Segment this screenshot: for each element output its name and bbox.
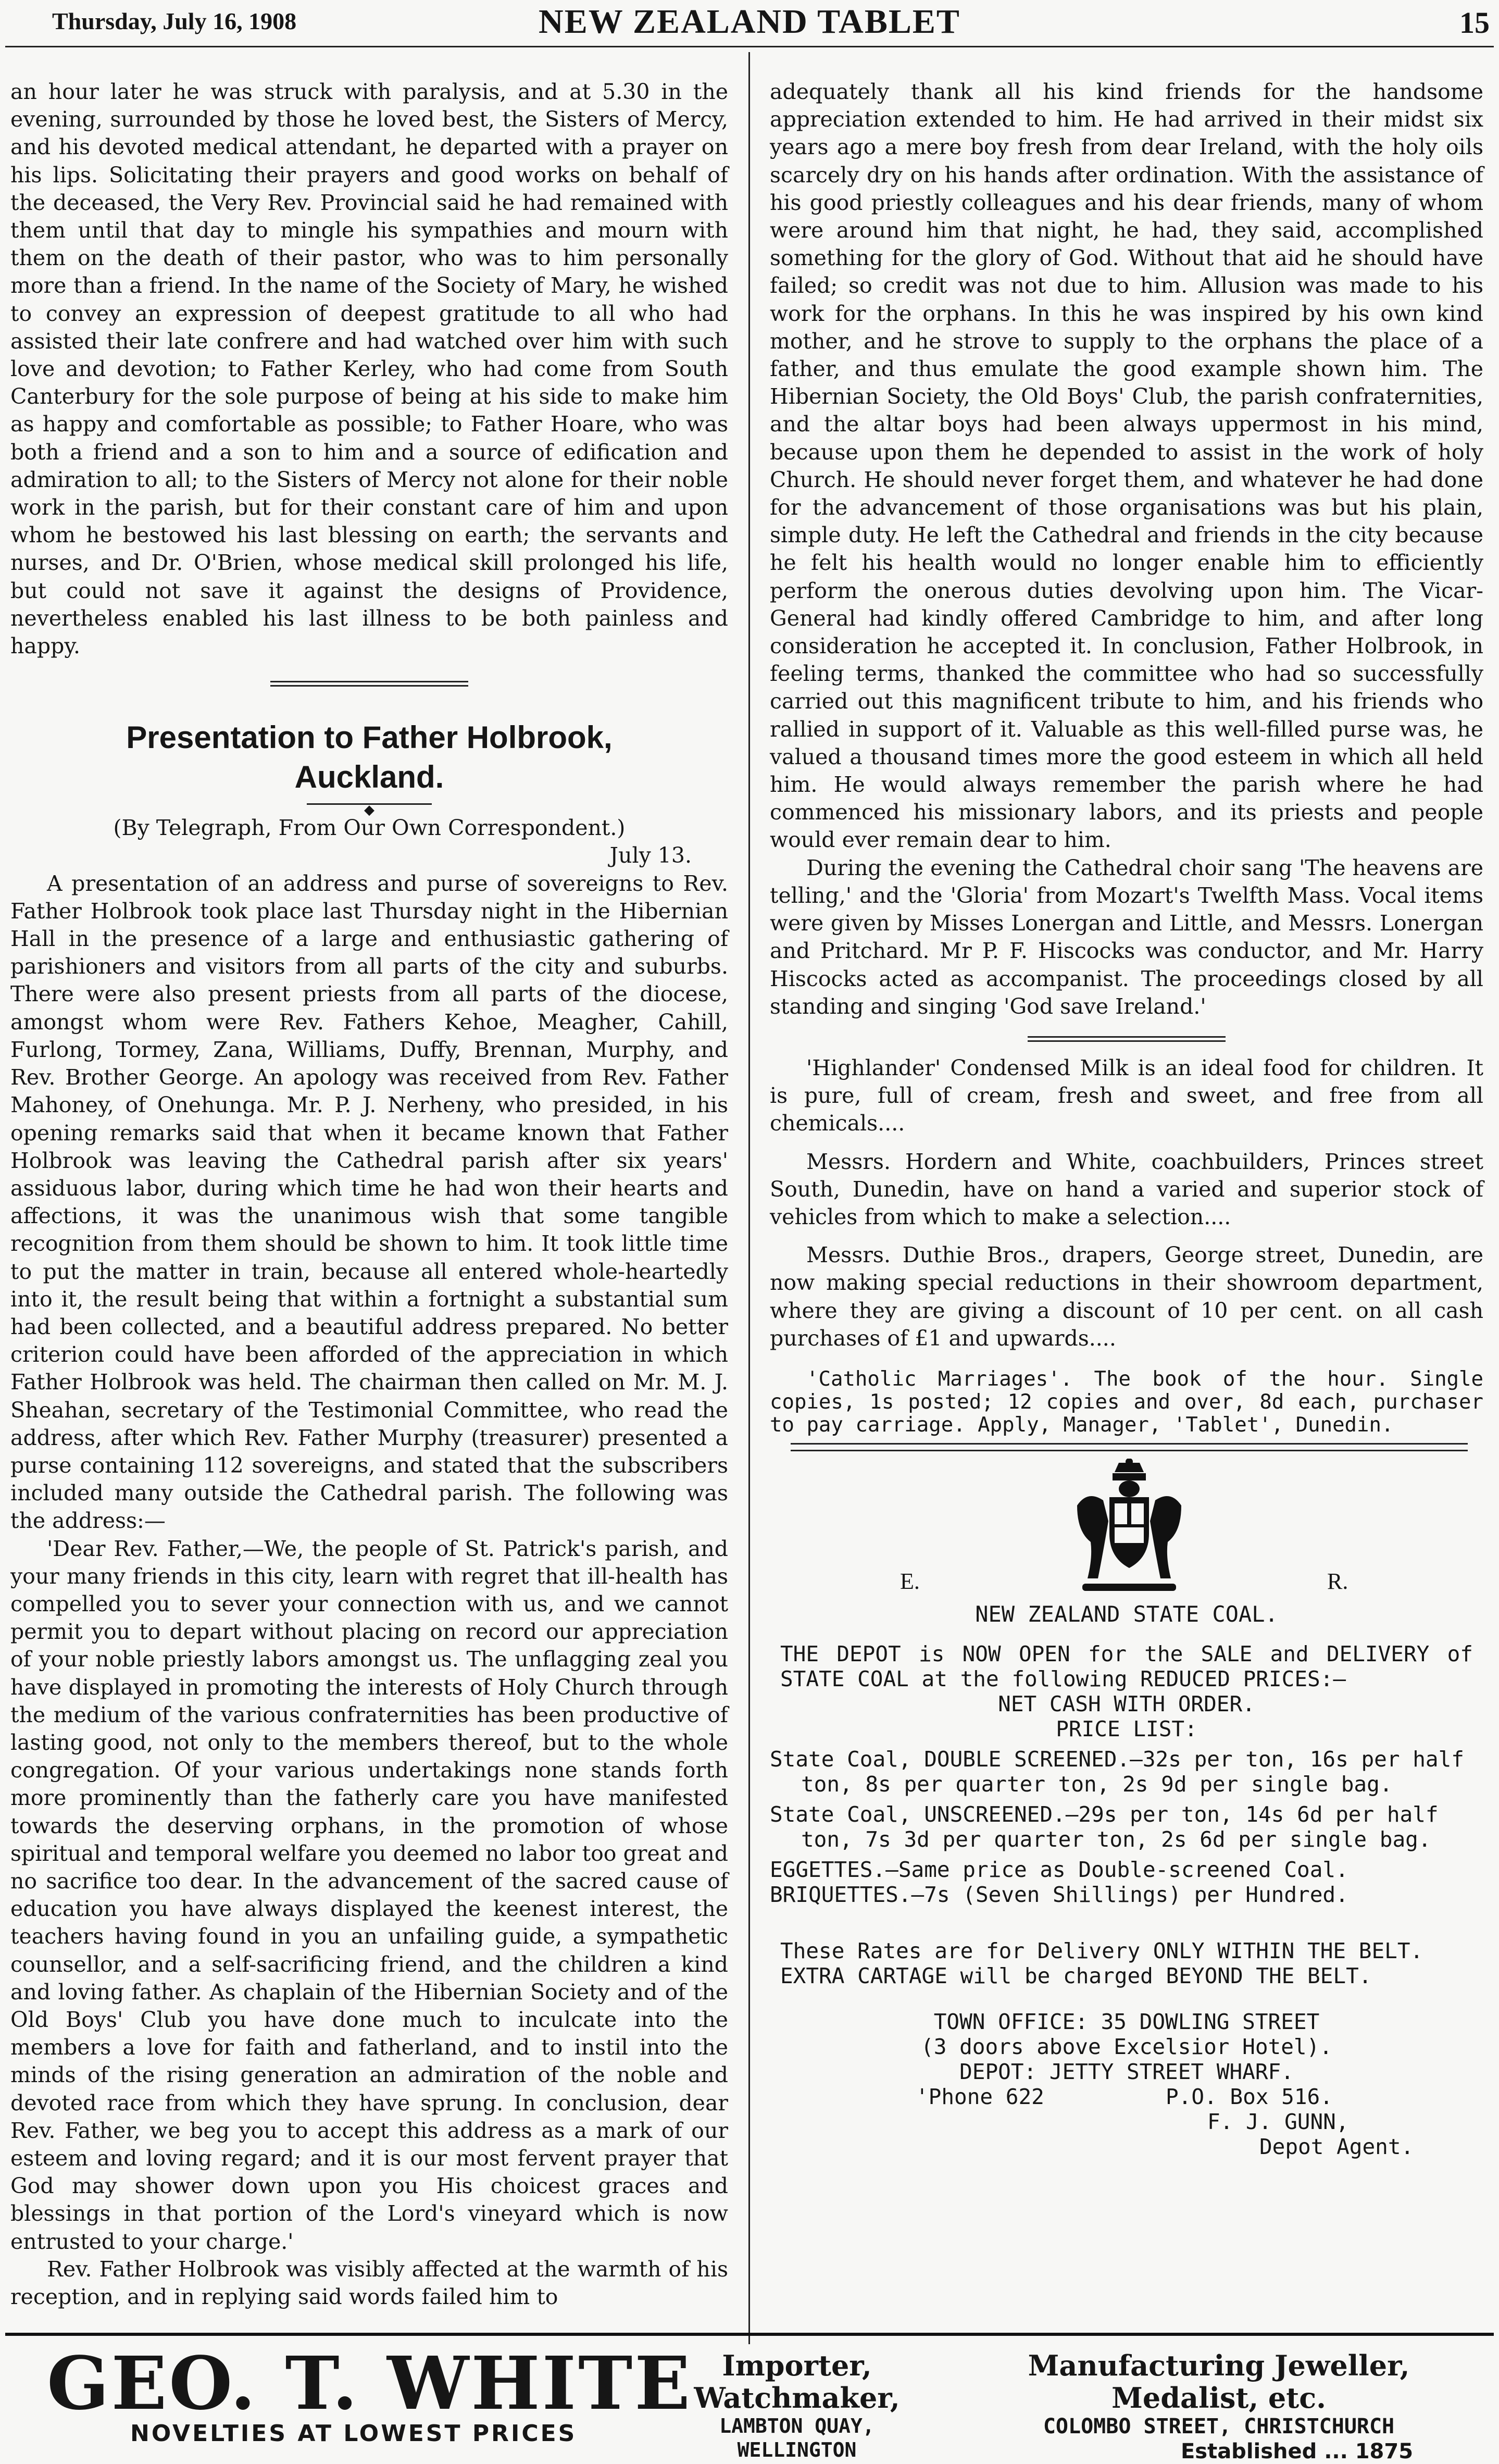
delivery-note: These Rates are for Delivery ONLY WITHIN THE BELT. EXTRA CARTAGE will be charged BEYOND THE BELT. bbox=[780, 1938, 1423, 1988]
footer-wellington: WELLINGTON bbox=[737, 2438, 857, 2461]
advert-terms: NET CASH WITH ORDER. bbox=[998, 1691, 1255, 1716]
price-item-briquettes: BRIQUETTES.—7s (Seven Shillings) per Hundred. bbox=[770, 1882, 1348, 1907]
article-title bbox=[10, 718, 728, 797]
footer-lambton: LAMBTON QUAY, bbox=[719, 2415, 875, 2437]
article-paragraph: adequately thank all his kind friends for the handsome appreciation extended to him. He had arrived in their midst six years ago a mere boy fresh from dear Ireland, with the holy oils scarcely dry on his hands after ordination. With the assistance of his good priestly colleagues and his dear friends, many of whom were around him that night, he had, they said, accomplished something for the glory of God. Without that aid he should have failed; so credit was not due to him. Allusion was made to his work for the orphans. In this he was inspired by his own kind mother, and he strove to supply to the orphans the place of a father, and thus emulate the good example shown him. The Hibernian Society, the Old Boys' Club, the parish confraternities, and the altar boys had been always uppermost in his mind, because upon them he depended to assist in the work of holy Church. He should never forget them, and whatever he had done for the advancement of those organisations was but his plain, simple duty. He left the Cathedral and friends in the city because he felt his health would no longer enable him to efficiently perform the onerous duties devolving upon him. The Vicar-General had kindly offered Cambridge to him, and after long consideration he accepted it. In conclusion, Father Holbrook, in feeling terms, thanked the committee who had so successfully carried out this magnificent tribute to him, and his friends who rallied in support of it. Valuable as this well-filled purse was, he valued a thousand times more the good esteem in which all held him. He would always remember the parish where he had commenced his missionary labors, and its priests and people would ever remain dear to him. bbox=[770, 79, 1483, 853]
cypher-e: E. bbox=[900, 1569, 920, 1594]
right-column bbox=[770, 78, 1483, 1437]
footer-importer: Importer, Watchmaker, bbox=[694, 2349, 900, 2415]
agent-name: F. J. GUNN, bbox=[1207, 2109, 1349, 2134]
brand-tagline: NOVELTIES AT LOWEST PRICES bbox=[130, 2420, 577, 2447]
contact-line bbox=[770, 2084, 1483, 2109]
advert-border bbox=[791, 1443, 1468, 1451]
diamond-icon: ◆ bbox=[364, 802, 374, 818]
price-item-eggettes: EGGETTES.—Same price as Double-screened Coal. bbox=[770, 1857, 1348, 1882]
notice-duthie-bros: Messrs. Duthie Bros., drapers, George street, Dunedin, are now making special reductions in their showroom department, where they are giving a discount of 10 per cent. on all cash purchases of £1 and upwards.... bbox=[770, 1242, 1483, 1351]
article-byline: (By Telegraph, From Our Own Correspondent.) bbox=[113, 815, 626, 841]
title-ornament bbox=[307, 802, 432, 818]
article-title-line2: Auckland. bbox=[294, 760, 444, 795]
cypher-r: R. bbox=[1327, 1569, 1348, 1594]
footer-established: Established ... 1875 bbox=[1180, 2440, 1414, 2463]
price-list-heading: PRICE LIST: bbox=[1056, 1716, 1197, 1741]
footer-middle bbox=[651, 2349, 943, 2462]
advert-body bbox=[770, 1602, 1483, 2159]
column-divider bbox=[748, 52, 750, 2344]
advert-title: NEW ZEALAND STATE COAL. bbox=[975, 1601, 1278, 1627]
article-paragraph: A presentation of an address and purse of sovereigns to Rev. Father Holbrook took place last Thursday night in the Hibernian Hall in the presence of a large and enthusiastic gathering of parishioners and visitors from all parts of the city and suburbs. There were also present priests from all parts of the diocese, amongst whom were Rev. Fathers Kehoe, Meagher, Cahill, Furlong, Tormey, Zana, Williams, Duffy, Brennan, Murphy, and Rev. Brother George. An apology was received from Rev. Father Mahoney, of Onehunga. Mr. P. J. Nerheny, who presided, in his opening remarks said that when it became known that Father Holbrook was leaving the Cathedral parish after six years' assiduous labor, during which time he had won their hearts and affections, it was the unanimous wish that some tangible recognition from them should be shown to him. It took little time to put the matter in train, because all entered whole-heartedly into it, the result being that within a fortnight a substantial sum had been collected, and a beautiful address prepared. No better criterion could have been afforded of the appreciation in which Father Holbrook was held. The chairman then called on Mr. M. J. Sheahan, secretary of the Testimonial Committee, who read the address, after which Rev. Father Murphy (treasurer) presented a purse containing 112 sovereigns, and stated that the subscribers included many outside the Cathedral parish. The following was the address:— bbox=[10, 870, 728, 1534]
address-text: 'Dear Rev. Father,—We, the people of St. Patrick's parish, and your many friends in this city, learn with regret that ill-health has compelled you to sever your connection with us, and we cannot permit you to depart without placing on record our appreciation of your noble priestly labors amongst us. The unflagging zeal you have displayed in promoting the interests of Holy Church through the medium of the various confraternities has been productive of lasting good, not only to the members thereof, but to the whole congregation. Of your various undertakings none stands forth more prominently than the fatherly care you have manifested towards the deserving orphans, in the promotion of whose spiritual and temporal welfare you deemed no labor too great and no sacrifice too dear. In the advancement of the sacred cause of education you have always displayed the keenest interest, the teachers having found in you an unfailing guide, a sympathetic counsellor, and a self-sacrificing friend, and the children a kind and loving father. As chaplain of the Hibernian Society and of the Old Boys' Club you have done much to inculcate into the members a love for faith and fatherland, and to instil into the minds of the rising generation an admiration of the noble and devoted race from which they have sprung. In conclusion, dear Rev. Father, we beg you to accept this address as a mark of our esteem and loving regard; and it is our most fervent prayer that God may shower down upon you His choicest graces and blessings in that portion of the Lord's vineyard which is now entrusted to your charge.' bbox=[10, 1536, 728, 2254]
po-box: P.O. Box 516. bbox=[1166, 2084, 1333, 2109]
article-paragraph: During the evening the Cathedral choir sang 'The heavens are telling,' and the 'Gloria' from Mozart's Twelfth Mass. Vocal items were given by Misses Lonergan and Little, and Messrs. Lonergan and Pritchard. Mr P. F. Hiscocks was conductor, and Mr. Harry Hiscocks acted as accompanist. The proceedings closed by all standing and singing 'God save Ireland.' bbox=[770, 855, 1483, 1019]
header-rule bbox=[5, 46, 1494, 47]
royal-coat-of-arms-icon bbox=[1061, 1459, 1197, 1599]
article-title-line1: Presentation to Father Holbrook, bbox=[126, 720, 613, 755]
article-dateline: July 13. bbox=[609, 843, 692, 868]
page-number: 15 bbox=[1459, 6, 1490, 40]
obituary-continuation: an hour later he was struck with paralysis, and at 5.30 in the evening, surrounded by those he loved best, the Sisters of Mercy, and his devoted medical attendant, he departed with a prayer on his lips. Solicitating their prayers and good works on behalf of the deceased, the Very Rev. Provincial said he had remained with them until that day to mingle his sympathies and mourn with them on the death of their pastor, who was to him personally more than a friend. In the name of the Society of Mary, he wished to convey an expression of deepest gratitude to all who had assisted their late confrere and had watched over him with such love and devotion; to Father Kerley, who had come from South Canterbury for the sole purpose of being at his side to make him as happy and comfortable as possible; to Father Hoare, who was both a friend and a son to him and a source of edification and admiration to all; to the Sisters of Mercy not alone for their noble work in the parish, but for their constant care of him and upon whom he bestowed his last blessing on earth; the servants and nurses, and Dr. O'Brien, whose medical skill prolonged his life, but could not save it against the designs of Providence, nevertheless enabled his last illness to be both painless and happy. bbox=[10, 79, 728, 659]
left-column bbox=[10, 78, 728, 2311]
section-divider bbox=[270, 681, 468, 687]
town-office: TOWN OFFICE: 35 DOWLING STREET bbox=[933, 2009, 1320, 2034]
footer-jeweller: Manufacturing Jeweller, Medalist, etc. bbox=[1028, 2349, 1410, 2415]
footer-colombo: COLOMBO STREET, CHRISTCHURCH bbox=[1043, 2415, 1395, 2438]
advert-intro: THE DEPOT is NOW OPEN for the SALE and DELIVERY of STATE COAL at the following REDUCED PRICES:— bbox=[780, 1641, 1473, 1691]
section-divider bbox=[1028, 1036, 1226, 1042]
price-item-unscreened: State Coal, UNSCREENED.—29s per ton, 14s 6d per half ton, 7s 3d per quarter ton, 2s 6d per single bag. bbox=[770, 1802, 1439, 1852]
agent-title: Depot Agent. bbox=[1259, 2134, 1414, 2159]
phone-number: 'Phone 622 bbox=[916, 2084, 1044, 2109]
footer-right bbox=[953, 2349, 1484, 2464]
town-office-note: (3 doors above Excelsior Hotel). bbox=[921, 2034, 1332, 2059]
masthead-title: NEW ZEALAND TABLET bbox=[539, 3, 960, 41]
depot-address: DEPOT: JETTY STREET WHARF. bbox=[959, 2059, 1294, 2084]
notice-hordern-white: Messrs. Hordern and White, coachbuilders, Princes street South, Dunedin, have on hand a varied and superior stock of vehicles from which to make a selection.... bbox=[770, 1149, 1483, 1229]
price-item-double-screened: State Coal, DOUBLE SCREENED.—32s per ton, 16s per half ton, 8s per quarter ton, 2s 9d per single bag. bbox=[770, 1747, 1464, 1797]
footer-rule bbox=[5, 2333, 1494, 2336]
issue-date: Thursday, July 16, 1908 bbox=[52, 8, 297, 34]
notice-catholic-marriages: 'Catholic Marriages'. The book of the hour. Single copies, 1s posted; 12 copies and over, 8d each, purchaser to pay carriage. Apply, Manager, 'Tablet', Dunedin. bbox=[770, 1367, 1483, 1437]
notice-highlander: 'Highlander' Condensed Milk is an ideal food for children. It is pure, full of cream, fresh and sweet, and free from all chemicals.... bbox=[770, 1055, 1483, 1136]
article-paragraph: Rev. Father Holbrook was visibly affected at the warmth of his reception, and in replying said words failed him to bbox=[10, 2256, 728, 2310]
footer-advert bbox=[0, 2329, 1499, 2463]
brand-name: GEO. T. WHITE bbox=[47, 2341, 692, 2426]
